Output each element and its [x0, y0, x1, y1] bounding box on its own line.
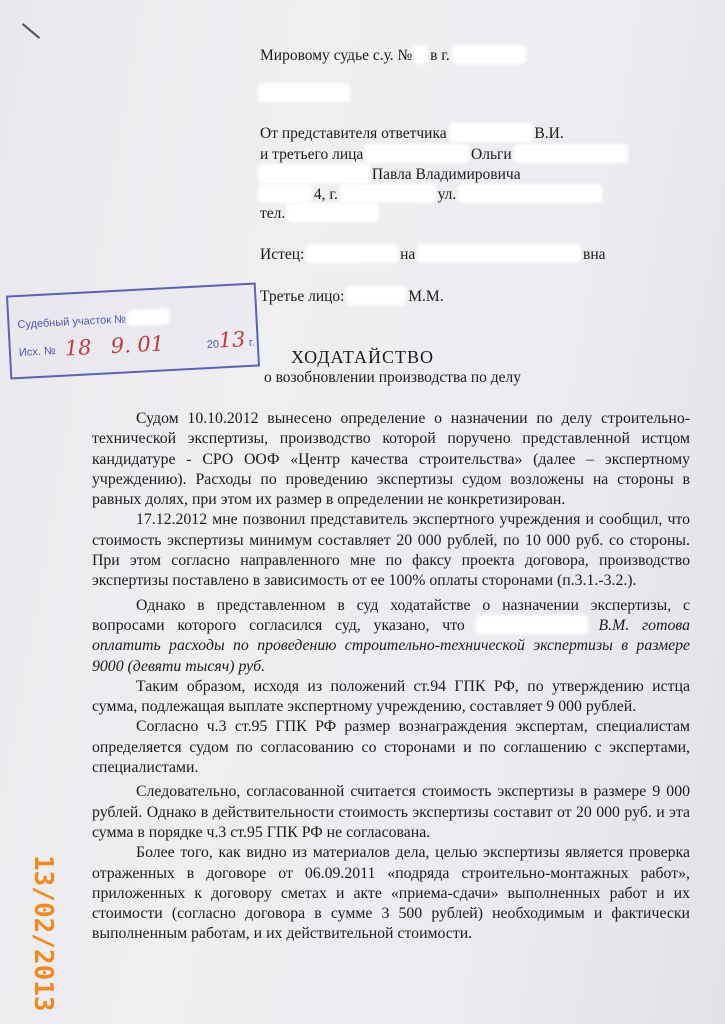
from-line-2: [260, 146, 626, 164]
address-city: 4, г.: [313, 186, 338, 203]
paragraph-2: 17.12.2012 мне позвонил представитель экспертного учреждения и сообщил, что стоимость экспертизы минимум составляет 20 000 рублей, по 10 000 руб. со стороны. При этом согласно направленного мне по факсу проекта договора, производство экспертизы поставлено в зависимость от ее 100% оплаты сторонами (п.3.1.-3.2.).: [92, 511, 690, 590]
redaction: [460, 186, 600, 201]
third-party-line: [260, 288, 444, 306]
camera-date-text: 13/02/2013: [28, 855, 58, 1012]
from-label: От представителя ответчика: [260, 125, 447, 142]
paragraph-6: Следовательно, согласованной считается стоимость экспертизы в размере 9 000 рублей. Однако в действительности стоимость экспертизы составит от 20 000 руб. и эта сумма в порядке ч.3 ст.95 ГПК РФ не согласована.: [92, 783, 690, 841]
camera-date-stamp: [30, 855, 58, 1024]
document-body: [92, 409, 690, 945]
third-party-first-name: Ольги: [471, 146, 512, 163]
redaction: [289, 205, 377, 220]
redaction: [516, 146, 626, 161]
document-title: ХОДАТАЙСТВО: [291, 347, 434, 367]
phone-label: тел.: [260, 205, 286, 222]
phone-line: [260, 205, 377, 223]
from-line-3: [260, 166, 521, 184]
from-initials: В.И.: [534, 125, 564, 142]
redaction: [419, 246, 579, 261]
pen-mark: [22, 23, 40, 39]
addressee-line: [260, 47, 524, 65]
from-line-1: [260, 125, 564, 143]
redaction: [454, 47, 524, 62]
paragraph-3-italic: В.М. готова оплатить расходы по проведению строительно-технической экспертизы в размере 9000 (девяти тысяч) руб.: [92, 616, 691, 675]
redaction: [348, 288, 404, 303]
redaction: [260, 186, 310, 201]
paragraph-5: Согласно ч.3 ст.95 ГПК РФ размер вознаграждения экспертам, специалистам определяется судом по согласованию со сторонами и по соглашению с экспертами, специалистами.: [92, 718, 690, 777]
third-party-line-label: Третье лицо:: [260, 288, 345, 305]
paragraph-1: Судом 10.10.2012 вынесено определение о назначении по делу строительно-технической экспертизы, производство которой поручено представленной истцом кандидатуре - СРО ООФ «Центр качества строительства» (далее – экспертному учреждению). Расходы по проведению экспертизы судом возложены на стороны в равных долях, при этом их размер в определении не конкретизирован.: [92, 410, 690, 509]
stamp-month: 9. 01: [110, 331, 165, 359]
stamp-outgoing-label: Исх. №: [18, 345, 57, 359]
redaction: [367, 146, 467, 161]
addressee-text: Мировому судье с.у. №: [260, 47, 413, 64]
paragraph-4: Таким образом, исходя из положений ст.94 ГПК РФ, по утверждению истца сумма, подлежащая выплате экспертному учреждению, составляет 9 000 рублей.: [92, 677, 690, 716]
address-street: ул.: [437, 186, 457, 203]
third-party-initials: М.М.: [408, 288, 444, 305]
stamp-court-label: Судебный участок №: [17, 313, 127, 332]
redaction: [260, 166, 368, 181]
paragraph-7: Более того, как видно из материалов дела, целью экспертизы является проверка отраженных в договоре от 06.09.2011 «подряда строительно-монтажных работ», приложенных к договору сметах и акте «приема-сдачи» выполненных работ и их стоимости (согласно договора в сумме 3 500 рублей) необходимым и фактически выполненным работам, и их действительной стоимости.: [92, 844, 690, 943]
plaintiff-label: Истец:: [260, 246, 305, 263]
stamp-line-1: [17, 310, 167, 331]
plaintiff-fragment: на: [400, 246, 416, 263]
addressee-name-line: [260, 85, 348, 103]
redaction: [260, 85, 348, 100]
stamp-year: 13: [217, 327, 246, 353]
redaction: [308, 246, 396, 261]
addressee-city: в г.: [430, 47, 450, 64]
plaintiff-line: [260, 246, 606, 264]
redaction: [129, 310, 168, 324]
document-subtitle: о возобновлении производства по делу: [263, 369, 522, 386]
stamp-day: 18: [64, 335, 93, 361]
plaintiff-fragment-end: вна: [583, 246, 606, 263]
third-party-label: и третьего лица: [260, 146, 364, 163]
stamp-year-suffix: г.: [248, 336, 255, 349]
redaction: [416, 47, 426, 62]
redaction: [451, 125, 531, 140]
third-party-patronymic: Павла Владимировича: [371, 166, 521, 183]
address-line: [260, 186, 600, 204]
paragraph-3: [92, 596, 690, 677]
redaction: [478, 617, 586, 632]
stamp-year-prefix: 20: [206, 338, 220, 352]
redaction: [342, 186, 434, 201]
paragraph-3-text: Однако в представленном в суд ходатайстве о назначении экспертизы, с вопросами которого согласился суд, указано, что: [92, 596, 690, 634]
